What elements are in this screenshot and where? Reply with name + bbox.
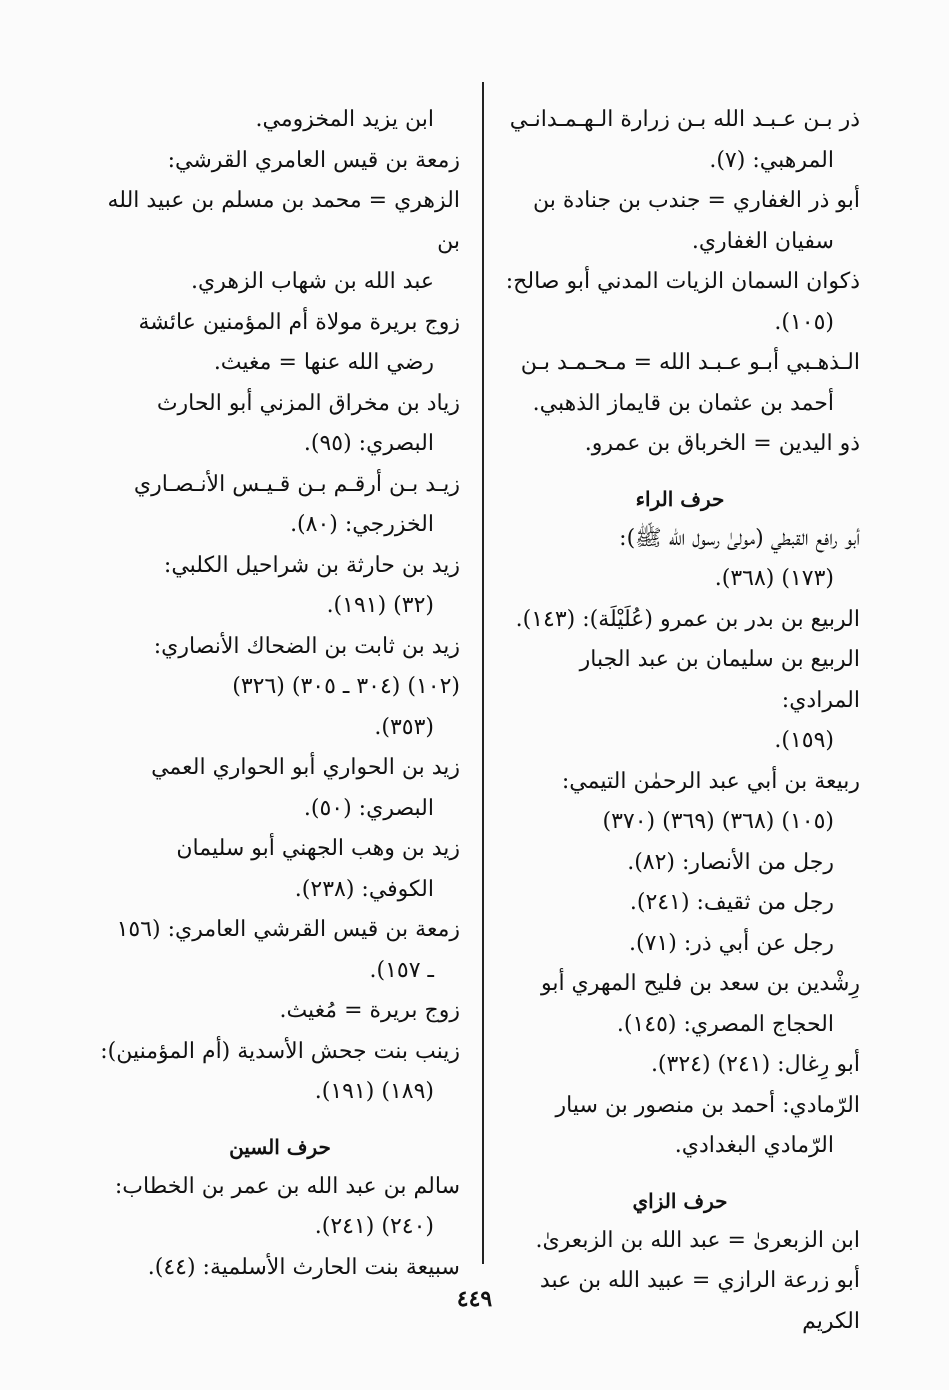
index-line: الرّمادي: أحمد بن منصور بن سيار	[555, 1092, 860, 1118]
index-line: الخزرجي: (٨٠).	[290, 512, 434, 537]
section-heading-ra: حرف الراء	[635, 486, 725, 511]
index-line: رجل من ثقيف: (٢٤١).	[629, 890, 834, 915]
index-line: (١٧٣) (٣٦٨).	[714, 566, 834, 591]
index-line: أبو رِغال: (٢٤١) (٣٢٤).	[650, 1052, 860, 1077]
index-line: ذر بـن عـبـد الله بـن زرارة الـهـمـدانـي	[509, 107, 860, 132]
entries-ra	[500, 519, 860, 1167]
index-line: رجل من الأنصار: (٨٢).	[627, 849, 834, 875]
index-line: عبد الله بن شهاب الزهري.	[191, 269, 434, 294]
index-line: الزهري = محمد بن مسلم بن عبيد الله بن	[107, 188, 460, 254]
index-line: زيـد بـن أرقـم بـن قـيـس الأنـصـاري	[133, 471, 460, 497]
index-line: (١٥٩).	[774, 728, 834, 753]
index-line: المرهبي: (٧).	[709, 147, 834, 173]
index-line: (١٠٥).	[774, 309, 834, 335]
index-line: ـ ١٥٧).	[369, 957, 434, 983]
left-column	[100, 100, 460, 1288]
index-line: (١٠٥) (٣٦٨) (٣٦٩) (٣٧٠)	[602, 809, 834, 834]
entries-zay	[500, 1221, 860, 1343]
index-line: (١٨٩) (١٩١).	[314, 1079, 434, 1104]
index-line: (٢٤٠) (٢٤١).	[314, 1214, 434, 1239]
index-line: سبيعة بنت الحارث الأسلمية: (٤٤).	[147, 1254, 460, 1280]
index-line: زمعة بن قيس القرشي العامري: (١٥٦	[116, 917, 460, 942]
index-line: رِشْدين بن سعد بن فليح المهري أبو	[540, 971, 860, 996]
index-line: رجل عن أبي ذر: (٧١).	[629, 930, 834, 956]
index-line: زيد بن الحواري أبو الحواري العمي	[151, 755, 460, 780]
index-line: زيد بن وهب الجهني أبو سليمان	[176, 836, 460, 861]
index-line: أبو رافع القبطي (مولىٰ رسول الله ﷺ):	[619, 525, 860, 551]
section-heading-sin: حرف السين	[229, 1134, 331, 1159]
right-column	[500, 100, 860, 1342]
index-line: الـذهـبي أبـو عـبـد الله = مـحـمـد بـن	[520, 350, 860, 375]
index-line: (١٠٢) (٣٠٤ ـ ٣٠٥) (٣٢٦)	[232, 674, 460, 699]
index-line: رضي الله عنها = مغيث.	[213, 350, 434, 375]
index-line: البصري: (٥٠).	[303, 795, 434, 821]
index-line: الحجاج المصري: (١٤٥).	[616, 1011, 834, 1037]
index-line: أبو ذر الغفاري = جندب بن جنادة بن	[532, 188, 860, 213]
index-line: زوج بريرة = مُغيث.	[279, 998, 460, 1023]
section-heading-zay: حرف الزاي	[632, 1188, 728, 1213]
entries-dhal	[500, 100, 860, 465]
index-line: الكوفي: (٢٣٨).	[294, 876, 434, 902]
index-line: سالم بن عبد الله بن عمر بن الخطاب:	[114, 1173, 460, 1199]
index-line: البصري: (٩٥).	[303, 431, 434, 456]
index-line: زوج بريرة مولاة أم المؤمنين عائشة	[138, 309, 460, 335]
index-line: ابن الزبعرىٰ = عبد الله بن الزبعرىٰ.	[535, 1227, 860, 1253]
index-line: زينب بنت جحش الأسدية (أم المؤمنين):	[100, 1038, 460, 1064]
entries-zay-continued	[100, 100, 460, 1113]
index-line: زمعة بن قيس العامري القرشي:	[167, 147, 460, 173]
index-line: ربيعة بن أبي عبد الرحمٰن التيمي:	[561, 768, 860, 794]
index-line: ابن يزيد المخزومي.	[255, 107, 434, 132]
column-divider	[482, 82, 484, 1264]
entries-sin	[100, 1167, 460, 1289]
index-line: ذكوان السمان الزيات المدني أبو صالح:	[505, 269, 860, 294]
index-line: سفيان الغفاري.	[691, 228, 834, 254]
index-line: زياد بن مخراق المزني أبو الحارث	[156, 390, 460, 416]
index-line: زيد بن حارثة بن شراحيل الكلبي:	[163, 552, 460, 578]
index-line: الربيع بن سليمان بن عبد الجبار المرادي:	[579, 647, 860, 713]
index-line: الرّمادي البغدادي.	[674, 1133, 834, 1158]
index-line: (٣٢) (١٩١).	[326, 593, 434, 618]
index-line: زيد بن ثابت بن الضحاك الأنصاري:	[153, 633, 460, 659]
index-line: أحمد بن عثمان بن قايماز الذهبي.	[532, 390, 834, 416]
index-line: الربيع بن بدر بن عمرو (عُلَيْلَة): (١٤٣).	[515, 606, 860, 632]
page-number: ٤٤٩	[456, 1286, 493, 1312]
index-line: (٣٥٣).	[374, 714, 434, 740]
index-line: أبو زرعة الرازي = عبيد الله بن عبد الكريم	[539, 1268, 860, 1334]
index-line: ذو اليدين = الخرباق بن عمرو.	[584, 431, 860, 456]
